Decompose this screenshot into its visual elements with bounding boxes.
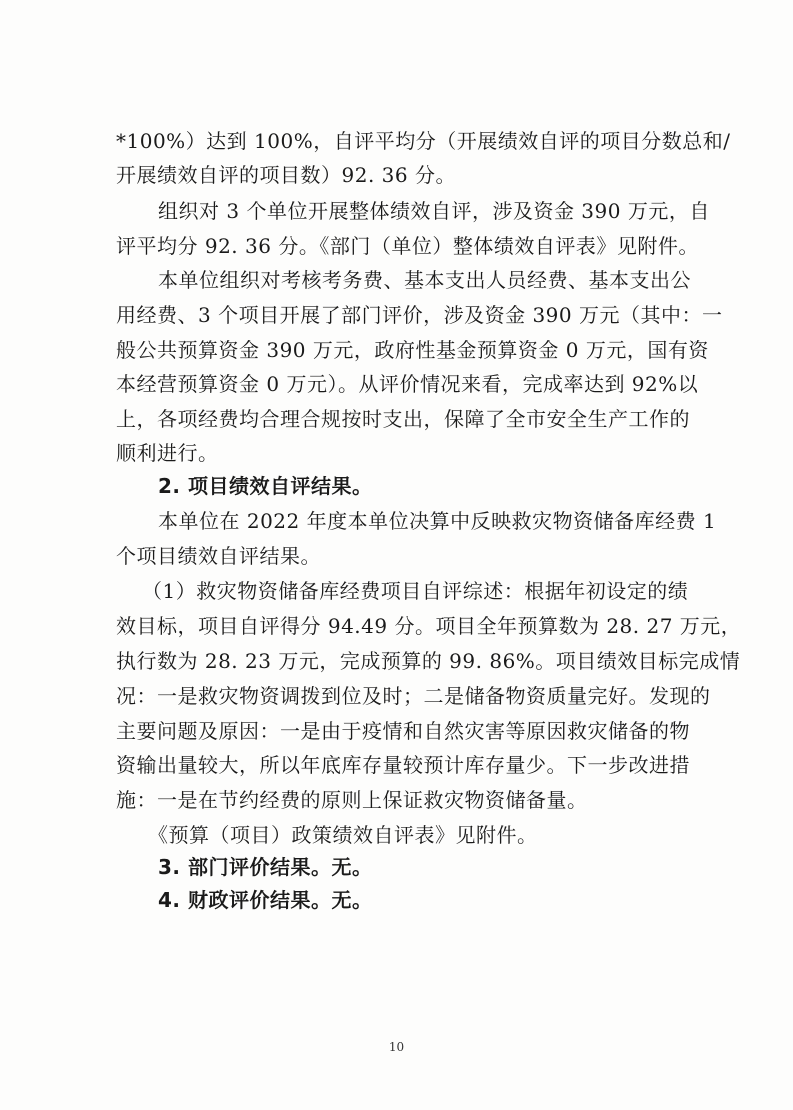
- text-line-6: 用经费、3 个项目开展了部门评价，涉及资金 390 万元（其中：一: [116, 303, 723, 327]
- section-heading-3: 3. 部门评价结果。无。: [158, 855, 373, 879]
- text-line-12: 本单位在 2022 年度本单位决算中反映救灾物资储备库经费 1: [158, 509, 717, 533]
- text-line-16: 执行数为 28. 23 万元，完成预算的 99. 86%。项目绩效目标完成情: [116, 649, 741, 673]
- text-line-1: *100%）达到 100%，自评平均分（开展绩效自评的项目分数总和/: [116, 129, 731, 153]
- text-line-13: 个项目绩效自评结果。: [116, 544, 321, 568]
- page-number: 10: [388, 1040, 405, 1054]
- text-line-18: 主要问题及原因：一是由于疫情和自然灾害等原因救灾储备的物: [116, 719, 690, 743]
- text-line-20: 施：一是在节约经费的原则上保证救灾物资储备量。: [116, 788, 588, 812]
- section-heading-2: 2. 项目绩效自评结果。: [158, 474, 373, 498]
- text-line-2: 开展绩效自评的项目数）92. 36 分。: [116, 163, 456, 187]
- text-line-3: 组织对 3 个单位开展整体绩效自评，涉及资金 390 万元，自: [158, 199, 710, 223]
- section-heading-4: 4. 财政评价结果。无。: [158, 888, 373, 912]
- text-line-10: 顺利进行。: [116, 441, 219, 465]
- text-line-7: 般公共预算资金 390 万元，政府性基金预算资金 0 万元，国有资: [116, 338, 709, 362]
- text-line-9: 上，各项经费均合理合规按时支出，保障了全市安全生产工作的: [116, 407, 690, 431]
- text-line-5: 本单位组织对考核考务费、基本支出人员经费、基本支出公: [158, 268, 691, 292]
- text-line-19: 资输出量较大，所以年底库存量较预计库存量少。下一步改进措: [116, 753, 690, 777]
- text-line-15: 效目标，项目自评得分 94.49 分。项目全年预算数为 28. 27 万元，: [116, 614, 742, 638]
- text-line-8: 本经营预算资金 0 万元）。从评价情况来看，完成率达到 92%以: [116, 372, 699, 396]
- text-line-21: 《预算（项目）政策绩效自评表》见附件。: [148, 823, 538, 847]
- text-line-4: 评平均分 92. 36 分。《部门（单位）整体绩效自评表》见附件。: [116, 234, 699, 258]
- text-line-17: 况：一是救灾物资调拨到位及时；二是储备物资质量完好。发现的: [116, 684, 711, 708]
- text-line-14: （1）救灾物资储备库经费项目自评综述：根据年初设定的绩: [142, 579, 689, 603]
